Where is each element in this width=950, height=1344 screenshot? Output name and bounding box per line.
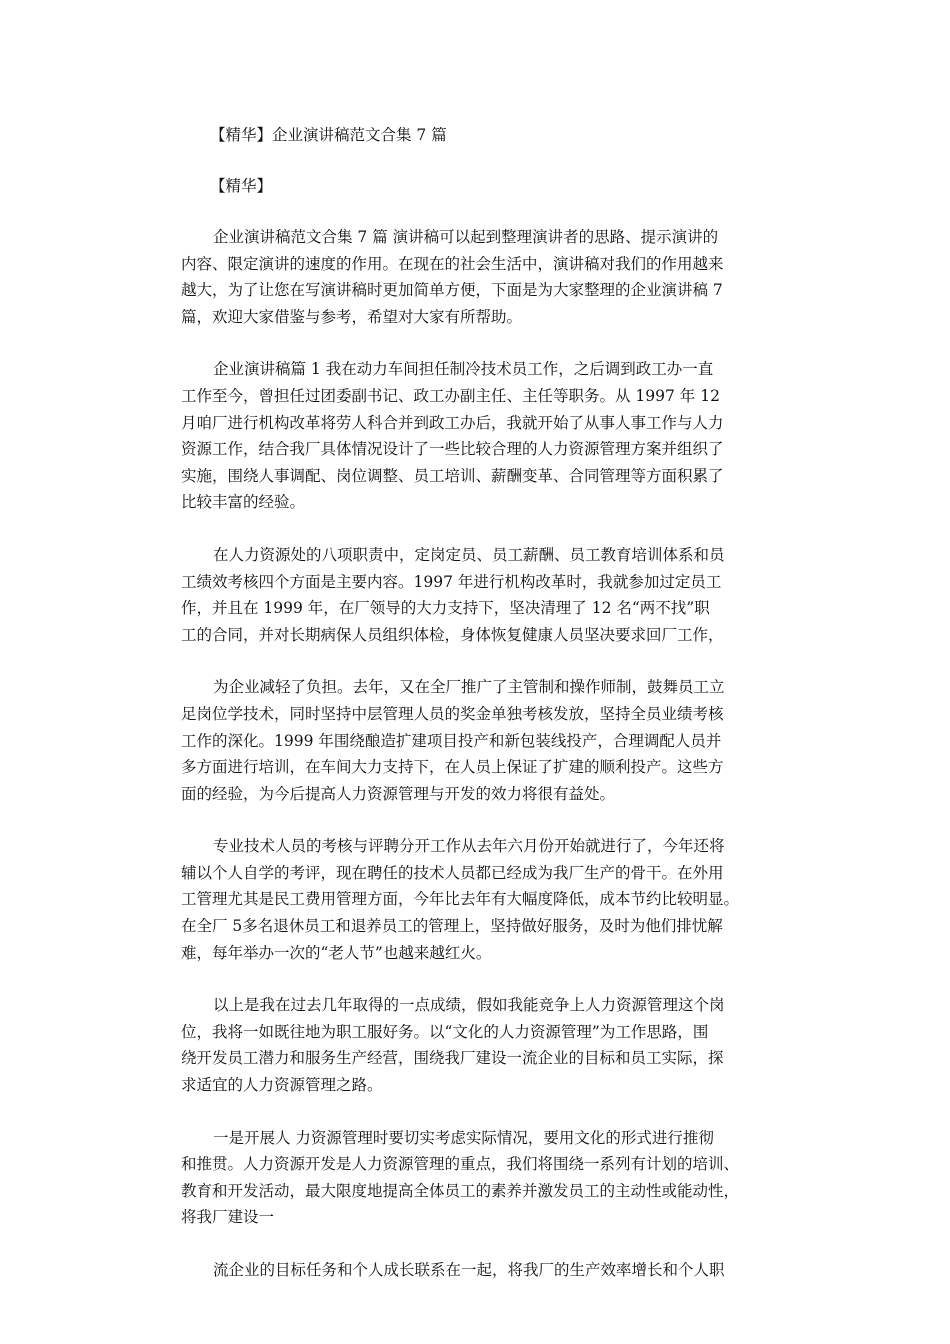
paragraph-line: 比较丰富的经验。: [181, 493, 306, 512]
paragraph-line: 难，每年举办一次的“老人节”也越来越红火。: [181, 943, 492, 962]
paragraph: [181, 1257, 781, 1284]
paragraph-line: 和推贯。人力资源开发是人力资源管理的重点，我们将围绕一系列有计划的培训、: [181, 1155, 740, 1174]
paragraph-line: 位，我将一如既往地为职工服好务。以“文化的人力资源管理”为工作思路，围: [181, 1022, 709, 1041]
paragraph-line: 绕开发员工潜力和服务生产经营，围绕我厂建设一流企业的目标和员工实际，探: [181, 1049, 724, 1068]
paragraph-line: 辅以个人自学的考评，现在聘任的技术人员都已经成为我厂生产的骨干。在外用: [181, 863, 724, 882]
paragraph: [181, 1125, 781, 1231]
paragraph-line: 面的经验，为今后提高人力资源管理与开发的效力将很有益处。: [181, 784, 616, 803]
paragraph-line: 专业技术人员的考核与评聘分开工作从去年六月份开始就进行了，今年还将: [213, 837, 725, 856]
paragraph: [181, 356, 781, 516]
document-subtitle: 【精华】: [210, 177, 273, 195]
paragraph-line: 一是开展人 力资源管理时要切实考虑实际情况，要用文化的形式进行推彻: [213, 1128, 714, 1147]
paragraph-line: 工作至今，曾担任过团委副书记、政工办副主任、主任等职务。从 1997 年 12: [181, 386, 720, 405]
paragraph: [181, 542, 781, 648]
paragraph-line: 篇，欢迎大家借鉴与参考，希望对大家有所帮助。: [181, 307, 523, 326]
paragraph-line: 为企业减轻了负担。去年，又在全厂推广了主管制和操作师制，鼓舞员工立: [213, 678, 725, 697]
paragraph-line: 在人力资源处的八项职责中，定岗定员、员工薪酬、员工教育培训体系和员: [213, 545, 725, 564]
paragraph-line: 作，并且在 1999 年，在厂领导的大力支持下，坚决清理了 12 名“两不找”职: [181, 599, 710, 618]
paragraph: [181, 674, 781, 807]
paragraph: [181, 833, 781, 966]
paragraph-line: 教育和开发活动，最大限度地提高全体员工的素养并激发员工的主动性或能动性，: [181, 1181, 740, 1200]
paragraph: [181, 992, 781, 1098]
paragraph-line: 多方面进行培训，在车间大力支持下，在人员上保证了扩建的顺利投产。这些方: [181, 758, 724, 777]
paragraph-line: 月咱厂进行机构改革将劳人科合并到政工办后，我就开始了从事人事工作与人力: [181, 413, 724, 432]
paragraph-line: 在全厂 5多名退休员工和退养员工的管理上，坚持做好服务，及时为他们排忧解: [181, 917, 723, 936]
paragraph-line: 工作的深化。1999 年围绕酿造扩建项目投产和新包装线投产，合理调配人员并: [181, 731, 722, 750]
paragraph-line: 以上是我在过去几年取得的一点成绩，假如我能竞争上人力资源管理这个岗: [213, 996, 725, 1015]
paragraph-line: 内容、限定演讲的速度的作用。在现在的社会生活中，演讲稿对我们的作用越来: [181, 254, 724, 273]
paragraph-line: 企业演讲稿范文合集 7 篇 演讲稿可以起到整理演讲者的思路、提示演讲的: [213, 228, 719, 246]
paragraph-line: 越大，为了让您在写演讲稿时更加简单方便，下面是为大家整理的企业演讲稿 7: [181, 281, 723, 300]
paragraph-line: 工绩效考核四个方面是主要内容。1997 年进行机构改革时，我就参加过定员工: [181, 572, 722, 591]
paragraph-line: 求适宜的人力资源管理之路。: [181, 1076, 383, 1095]
paragraph: [181, 224, 781, 330]
paragraph-line: 工管理尤其是民工费用管理方面，今年比去年有大幅度降低，成本节约比较明显。: [181, 890, 740, 909]
paragraph-line: 流企业的目标任务和个人成长联系在一起，将我厂的生产效率增长和个人职: [213, 1261, 725, 1279]
paragraph-line: 工的合同，并对长期病保人员组织体检，身体恢复健康人员坚决要求回厂工作，: [181, 625, 724, 644]
document-title: 【精华】企业演讲稿范文合集 7 篇: [210, 126, 447, 144]
document-body: [181, 122, 781, 1310]
paragraph-line: 将我厂建设一: [181, 1208, 275, 1227]
paragraph-line: 足岗位学技术，同时坚持中层管理人员的奖金单独考核发放，坚持全员业绩考核: [181, 704, 724, 723]
paragraph-line: 企业演讲稿篇 1 我在动力车间担任制冷技术员工作，之后调到政工办一直: [213, 360, 714, 379]
paragraph-line: 资源工作，结合我厂具体情况设计了一些比较合理的人力资源管理方案并组织了: [181, 440, 724, 459]
paragraph-line: 实施，围绕人事调配、岗位调整、员工培训、薪酬变革、合同管理等方面积累了: [181, 466, 724, 485]
